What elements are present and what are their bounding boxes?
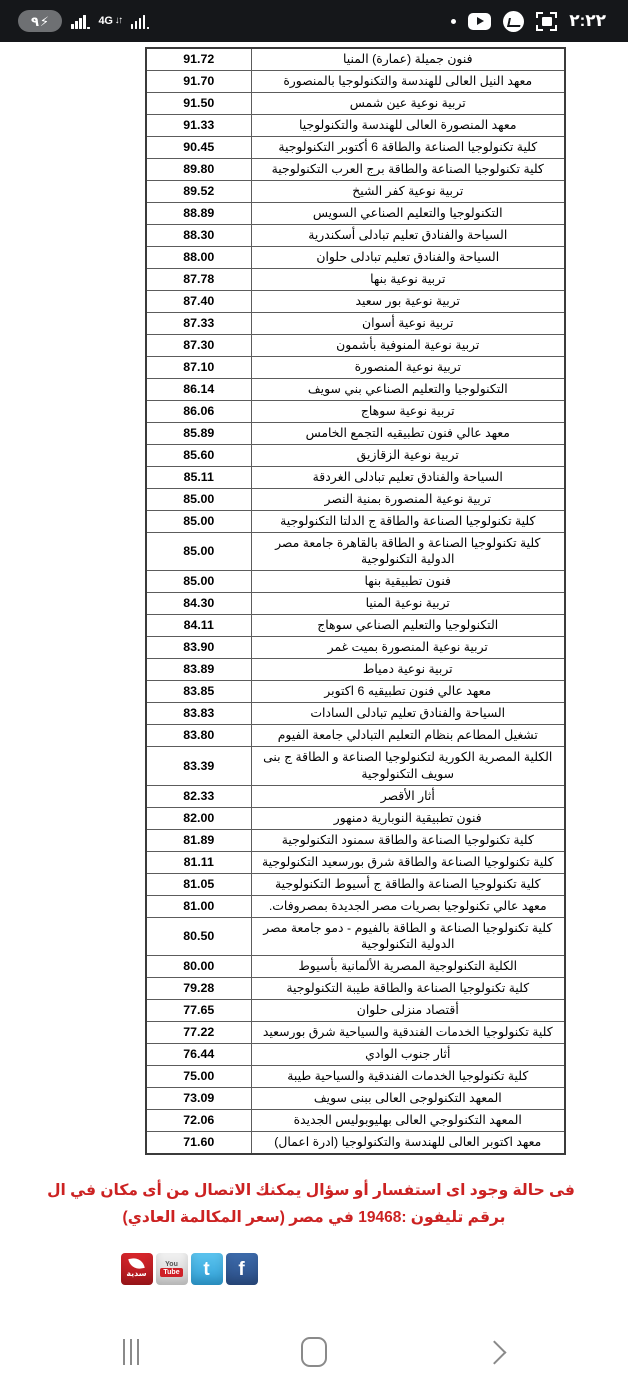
- table-row: [146, 571, 565, 593]
- cell-program-name: التكنولوجيا والتعليم الصناعي سوهاج: [251, 615, 565, 637]
- cell-score: 91.50: [146, 92, 251, 114]
- table-row: [146, 290, 565, 312]
- cell-score: 90.45: [146, 136, 251, 158]
- cell-program-name: السياحة والفنادق تعليم تبادلى أسكندرية: [251, 224, 565, 246]
- screenshot-icon: [536, 12, 557, 31]
- sada-elbalad-label: سدية: [126, 1269, 147, 1279]
- social-links[interactable]: [0, 1253, 628, 1285]
- recents-button[interactable]: [99, 1320, 163, 1384]
- cell-score: 88.00: [146, 246, 251, 268]
- table-row: [146, 1022, 565, 1044]
- cell-program-name: معهد عالي فنون تطبيقيه التجمع الخامس: [251, 422, 565, 444]
- table-row: [146, 268, 565, 290]
- cell-score: 87.30: [146, 334, 251, 356]
- back-button[interactable]: [465, 1320, 529, 1384]
- cell-program-name: معهد اكتوبر العالى للهندسة والتكنولوجيا (ادرة اعمال): [251, 1132, 565, 1154]
- cell-score: 75.00: [146, 1066, 251, 1088]
- cell-score: 88.89: [146, 202, 251, 224]
- cell-score: 85.00: [146, 510, 251, 532]
- table-row: [146, 593, 565, 615]
- status-bar: [0, 0, 628, 42]
- cell-program-name: تربية نوعية كفر الشيخ: [251, 180, 565, 202]
- table-row: [146, 917, 565, 955]
- cell-score: 85.89: [146, 422, 251, 444]
- page-content[interactable]: [0, 42, 628, 1304]
- tansik-scores-table: [145, 47, 566, 1155]
- cell-score: 81.00: [146, 895, 251, 917]
- youtube-icon[interactable]: [156, 1253, 188, 1285]
- cell-program-name: كلية تكنولوجيا الصناعة والطاقة ج أسيوط التكنولوجية: [251, 873, 565, 895]
- cell-program-name: كلية تكنولوجيا الصناعة و الطاقة بالفيوم - دمو جامعة مصر الدولية التكنولوجية: [251, 917, 565, 955]
- cell-score: 88.30: [146, 224, 251, 246]
- cell-program-name: المعهد التكنولوجى العالى ببنى سويف: [251, 1088, 565, 1110]
- table-row: [146, 70, 565, 92]
- cell-program-name: تربية نوعية المنصورة: [251, 356, 565, 378]
- system-navigation-bar: [0, 1304, 628, 1400]
- cell-score: 87.33: [146, 312, 251, 334]
- table-row: [146, 895, 565, 917]
- cell-program-name: كلية تكنولوجيا الخدمات الفندقية والسياحية طيبة: [251, 1066, 565, 1088]
- network-type-label: 4G: [98, 14, 113, 27]
- twitter-label: t: [203, 1258, 210, 1280]
- table-row: [146, 851, 565, 873]
- contact-note: [0, 1177, 628, 1231]
- cell-program-name: تربية نوعية المنصورة بميت غمر: [251, 637, 565, 659]
- cell-program-name: التكنولوجيا والتعليم الصناعي بني سويف: [251, 378, 565, 400]
- table-row: [146, 444, 565, 466]
- table-row: [146, 659, 565, 681]
- cell-program-name: كلية تكنولوجيا الصناعة والطاقة سمنود التكنولوجية: [251, 829, 565, 851]
- table-body: [146, 48, 565, 1154]
- table-row: [146, 466, 565, 488]
- cell-score: 83.89: [146, 659, 251, 681]
- cell-program-name: تربية نوعية عين شمس: [251, 92, 565, 114]
- table-row: [146, 312, 565, 334]
- table-row: [146, 637, 565, 659]
- table-row: [146, 48, 565, 70]
- facebook-icon[interactable]: [226, 1253, 258, 1285]
- cell-program-name: تربية نوعية بور سعيد: [251, 290, 565, 312]
- cell-program-name: كلية تكنولوجيا الصناعة والطاقة 6 أكتوبر التكنولوجية: [251, 136, 565, 158]
- cell-score: 86.06: [146, 400, 251, 422]
- twitter-icon[interactable]: [191, 1253, 223, 1285]
- cell-program-name: أقتصاد منزلى حلوان: [251, 1000, 565, 1022]
- table-row: [146, 829, 565, 851]
- cell-score: 81.89: [146, 829, 251, 851]
- cell-score: 89.52: [146, 180, 251, 202]
- table-row: [146, 703, 565, 725]
- table-row: [146, 246, 565, 268]
- table-row: [146, 873, 565, 895]
- data-transfer-arrows-icon: ↓↑: [114, 15, 122, 26]
- cell-score: 80.50: [146, 917, 251, 955]
- cell-program-name: تشغيل المطاعم بنظام التعليم التبادلي جامعة الفيوم: [251, 725, 565, 747]
- bolt-icon: ⚡: [39, 13, 50, 29]
- cell-score: 84.11: [146, 615, 251, 637]
- facebook-label: f: [238, 1258, 245, 1280]
- cell-program-name: تربية نوعية أسوان: [251, 312, 565, 334]
- cell-score: 84.30: [146, 593, 251, 615]
- cell-score: 77.65: [146, 1000, 251, 1022]
- battery-level-label: ٩: [30, 13, 39, 29]
- cell-program-name: فنون جميلة (عمارة) المنيا: [251, 48, 565, 70]
- table-row: [146, 334, 565, 356]
- cell-score: 71.60: [146, 1132, 251, 1154]
- table-row: [146, 1000, 565, 1022]
- cell-score: 87.40: [146, 290, 251, 312]
- cell-program-name: فنون تطبيقية بنها: [251, 571, 565, 593]
- cell-score: 85.11: [146, 466, 251, 488]
- cell-program-name: معهد عالي تكنولوجيا بصريات مصر الجديدة بمصروفات.: [251, 895, 565, 917]
- table-row: [146, 1066, 565, 1088]
- youtube-label-bottom: Tube: [160, 1268, 182, 1277]
- cell-score: 83.83: [146, 703, 251, 725]
- cell-score: 85.60: [146, 444, 251, 466]
- table-row: [146, 400, 565, 422]
- cell-score: 87.10: [146, 356, 251, 378]
- dot-icon: [451, 19, 456, 24]
- table-row: [146, 956, 565, 978]
- table-row: [146, 807, 565, 829]
- signal-bars-icon: [71, 13, 90, 29]
- cell-program-name: الكلية المصرية الكورية لتكنولوجيا الصناعة و الطاقة ج بنى سويف التكنولوجية: [251, 747, 565, 785]
- cell-program-name: الكلية التكنولوجية المصرية الألمانية بأسيوط: [251, 956, 565, 978]
- youtube-icon: [468, 13, 491, 30]
- back-icon: [482, 1340, 506, 1364]
- cell-score: 87.78: [146, 268, 251, 290]
- cell-program-name: معهد عالي فنون تطبيقيه 6 اكتوبر: [251, 681, 565, 703]
- table-row: [146, 532, 565, 570]
- table-row: [146, 1088, 565, 1110]
- cell-program-name: فنون تطبيقية النوبارية دمنهور: [251, 807, 565, 829]
- status-bar-left: [18, 10, 149, 32]
- table-row: [146, 785, 565, 807]
- cell-program-name: تربية نوعية دمياط: [251, 659, 565, 681]
- battery-indicator: [18, 10, 62, 32]
- table-row: [146, 136, 565, 158]
- cell-program-name: تربية نوعية سوهاج: [251, 400, 565, 422]
- cell-program-name: كلية تكنولوجيا الصناعة والطاقة ج الدلتا التكنولوجية: [251, 510, 565, 532]
- table-row: [146, 1110, 565, 1132]
- recents-icon: [123, 1339, 139, 1365]
- table-row: [146, 615, 565, 637]
- cell-score: 85.00: [146, 532, 251, 570]
- cell-program-name: تربية نوعية المنوفية بأشمون: [251, 334, 565, 356]
- table-row: [146, 978, 565, 1000]
- cell-program-name: السياحة والفنادق تعليم تبادلى حلوان: [251, 246, 565, 268]
- cell-program-name: معهد النيل العالى للهندسة والتكنولوجيا بالمنصورة: [251, 70, 565, 92]
- cell-program-name: السياحة والفنادق تعليم تبادلى السادات: [251, 703, 565, 725]
- cell-program-name: المعهد التكنولوجي العالى بهليوبوليس الجديدة: [251, 1110, 565, 1132]
- table-row: [146, 488, 565, 510]
- cell-score: 83.85: [146, 681, 251, 703]
- cell-program-name: كلية تكنولوجيا الصناعة والطاقة طيبة التكنولوجية: [251, 978, 565, 1000]
- cell-program-name: كلية تكنولوجيا الخدمات الفندقية والسياحية شرق بورسعيد: [251, 1022, 565, 1044]
- home-icon: [301, 1337, 327, 1367]
- sada-elbalad-icon[interactable]: [121, 1253, 153, 1285]
- cell-program-name: تربية نوعية المنصورة بمنية النصر: [251, 488, 565, 510]
- table-row: [146, 378, 565, 400]
- cell-score: 91.70: [146, 70, 251, 92]
- cell-score: 82.33: [146, 785, 251, 807]
- clock-label: ٢:٢٢: [569, 11, 606, 30]
- cell-score: 91.72: [146, 48, 251, 70]
- cell-program-name: السياحة والفنادق تعليم تبادلى الغردقة: [251, 466, 565, 488]
- cell-score: 85.00: [146, 488, 251, 510]
- table-row: [146, 725, 565, 747]
- cell-program-name: التكنولوجيا والتعليم الصناعي السويس: [251, 202, 565, 224]
- cell-score: 91.33: [146, 114, 251, 136]
- table-row: [146, 747, 565, 785]
- cell-program-name: أثار جنوب الوادي: [251, 1044, 565, 1066]
- cell-score: 81.05: [146, 873, 251, 895]
- cell-program-name: كلية تكنولوجيا الصناعة والطاقة شرق بورسعيد التكنولوجية: [251, 851, 565, 873]
- table-row: [146, 422, 565, 444]
- cell-program-name: أثار الأقصر: [251, 785, 565, 807]
- cell-program-name: معهد المنصورة العالى للهندسة والتكنولوجيا: [251, 114, 565, 136]
- cell-program-name: كلية تكنولوجيا الصناعة و الطاقة بالقاهرة جامعة مصر الدولية التكنولوجية: [251, 532, 565, 570]
- network-type-indicator: [99, 16, 122, 27]
- table-row: [146, 356, 565, 378]
- cell-score: 89.80: [146, 158, 251, 180]
- cell-program-name: كلية تكنولوجيا الصناعة والطاقة برج العرب التكنولوجية: [251, 158, 565, 180]
- signal-bars-icon-2: [131, 13, 150, 29]
- contact-line-2: برقم تليفون :19468 في مصر (سعر المكالمة العادي): [122, 1209, 506, 1226]
- cell-score: 86.14: [146, 378, 251, 400]
- cell-score: 83.39: [146, 747, 251, 785]
- cell-score: 77.22: [146, 1022, 251, 1044]
- contact-line-1: فى حالة وجود اى استفسار أو سؤال يمكنك الاتصال من أى مكان في ال: [47, 1181, 575, 1199]
- cell-program-name: تربية نوعية بنها: [251, 268, 565, 290]
- cell-score: 72.06: [146, 1110, 251, 1132]
- table-row: [146, 92, 565, 114]
- cell-score: 85.00: [146, 571, 251, 593]
- cell-score: 80.00: [146, 956, 251, 978]
- cell-score: 76.44: [146, 1044, 251, 1066]
- status-bar-right: [451, 11, 606, 32]
- table-row: [146, 1132, 565, 1154]
- messenger-icon: [503, 11, 524, 32]
- table-row: [146, 510, 565, 532]
- cell-program-name: تربية نوعية المنيا: [251, 593, 565, 615]
- table-row: [146, 158, 565, 180]
- table-row: [146, 114, 565, 136]
- home-button[interactable]: [282, 1320, 346, 1384]
- table-row: [146, 224, 565, 246]
- table-row: [146, 1044, 565, 1066]
- table-row: [146, 681, 565, 703]
- cell-score: 82.00: [146, 807, 251, 829]
- cell-program-name: تربية نوعية الزقازيق: [251, 444, 565, 466]
- table-row: [146, 180, 565, 202]
- youtube-label-top: You: [165, 1260, 178, 1268]
- cell-score: 83.80: [146, 725, 251, 747]
- cell-score: 83.90: [146, 637, 251, 659]
- table-row: [146, 202, 565, 224]
- cell-score: 79.28: [146, 978, 251, 1000]
- cell-score: 81.11: [146, 851, 251, 873]
- cell-score: 73.09: [146, 1088, 251, 1110]
